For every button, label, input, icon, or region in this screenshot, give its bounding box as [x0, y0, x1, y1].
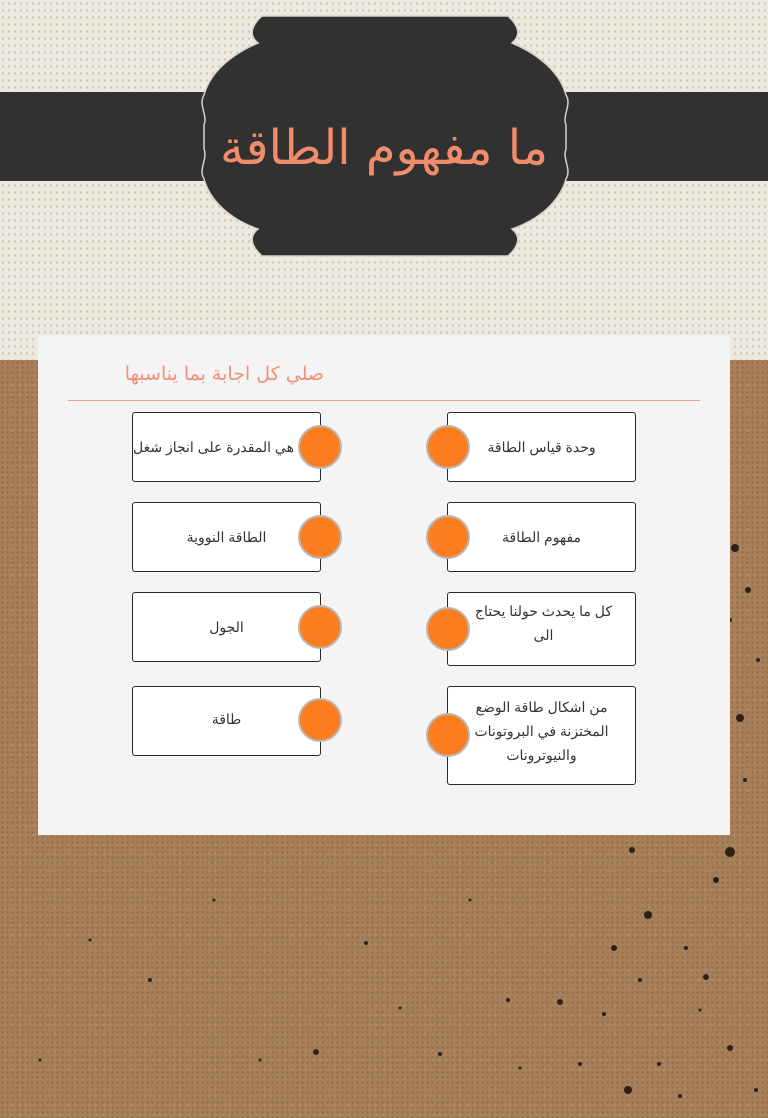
left-connector-dot[interactable]: [298, 605, 342, 649]
page-title: ما مفهوم الطاقة: [219, 120, 549, 176]
instruction-text: صلي كل اجابة بما يناسبها: [124, 363, 324, 385]
right-connector-dot[interactable]: [426, 713, 470, 757]
right-connector-dot[interactable]: [426, 425, 470, 469]
left-connector-dot[interactable]: [298, 698, 342, 742]
right-question-box[interactable]: [447, 686, 636, 785]
left-answer-box[interactable]: [132, 686, 321, 756]
right-question-label: مفهوم الطاقة: [502, 529, 581, 545]
right-question-label: كل ما يحدث حولنا يحتاج الى: [474, 603, 613, 643]
left-answer-box[interactable]: [132, 502, 321, 572]
left-answer-box[interactable]: [132, 592, 321, 662]
left-answer-label: هي المقدرة على انجاز شغل: [133, 439, 294, 455]
right-question-label: من اشكال طاقة الوضع المختزنة في البروتونات والنيوترونات: [474, 699, 609, 763]
right-question-label: وحدة قياس الطاقة: [487, 439, 596, 455]
right-question-box[interactable]: [447, 412, 636, 482]
divider: [68, 400, 700, 401]
right-question-box[interactable]: [447, 502, 636, 572]
right-connector-dot[interactable]: [426, 607, 470, 651]
left-answer-box[interactable]: [132, 412, 321, 482]
left-answer-label: الجول: [209, 619, 244, 635]
right-connector-dot[interactable]: [426, 515, 470, 559]
right-question-box[interactable]: [447, 592, 636, 666]
left-connector-dot[interactable]: [298, 515, 342, 559]
left-answer-label: الطاقة النووية: [186, 529, 267, 545]
left-answer-label: طاقة: [211, 711, 242, 727]
left-connector-dot[interactable]: [298, 425, 342, 469]
